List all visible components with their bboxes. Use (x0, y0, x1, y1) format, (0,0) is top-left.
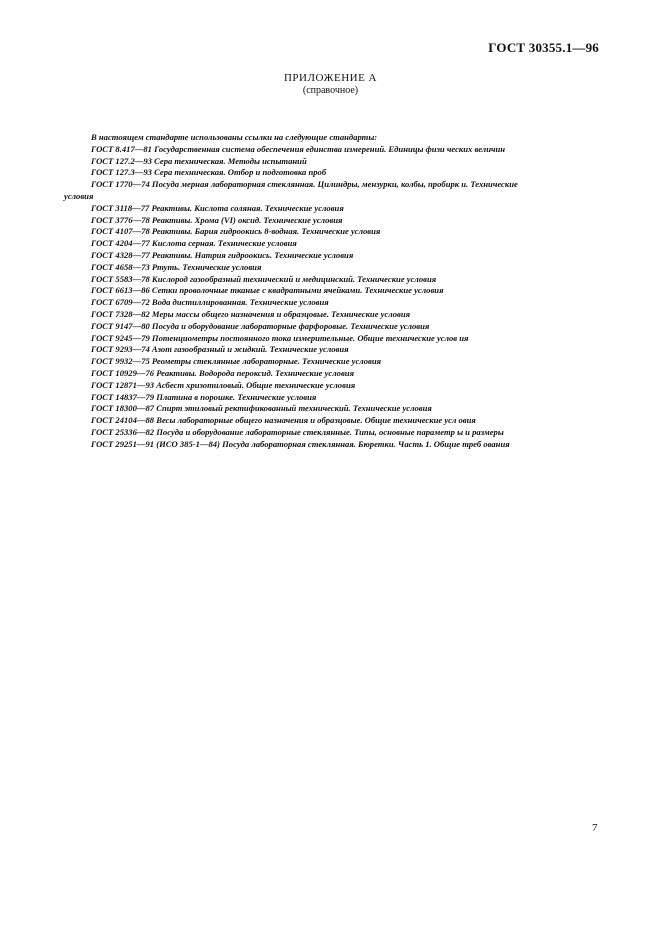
reference-item: ГОСТ 7328—82 Меры массы общего назначения и образцовые. Технические условия (91, 308, 411, 319)
reference-item: ГОСТ 6709—72 Вода дистиллированная. Технические условия (91, 297, 329, 308)
reference-item: ГОСТ 9932—75 Реометры стеклянные лабораторные. Технические условия (91, 356, 382, 367)
reference-item: ГОСТ 9293—74 Азот газообразный и жидкий. Технические условия (91, 344, 349, 355)
reference-item: ГОСТ 3776—78 Реактивы. Хрома (VI) оксид. Технические условия (91, 214, 343, 225)
reference-item: ГОСТ 127.3—93 Сера техническая. Отбор и подготовка проб (91, 167, 327, 178)
reference-item: ГОСТ 18300—87 Спирт этиловый ректификованный технический. Технические условия (91, 403, 432, 414)
reference-item: ГОСТ 12871—93 Асбест хризотиловый. Общие технические условия (91, 379, 356, 390)
reference-item: ГОСТ 4204—77 Кислота серная. Технические условия (91, 238, 297, 249)
reference-item: ГОСТ 25336—82 Посуда и оборудование лабораторные стеклянные. Типы, основные параметр ы и размеры (91, 426, 504, 437)
reference-item: ГОСТ 29251—91 (ИСО 385-1—84) Посуда лабораторная стеклянная. Бюретки. Часть 1. Общие треб ования (91, 438, 510, 449)
references-intro: В настоящем стандарте использованы ссылки на следующие стандарты: (91, 132, 378, 142)
document-code: ГОСТ 30355.1—96 (488, 40, 599, 55)
reference-item: ГОСТ 10929—76 Реактивы. Водорода пероксид. Технические условия (91, 367, 355, 378)
reference-item: ГОСТ 4328—77 Реактивы. Натрия гидроокись. Технические условия (91, 249, 354, 260)
reference-item: ГОСТ 9147—80 Посуда и оборудование лабораторные фарфоровые. Технические условия (91, 320, 430, 331)
reference-item: ГОСТ 9245—79 Потенциометры постоянного тока измерительные. Общие технические услов ия (91, 332, 469, 343)
reference-item: ГОСТ 4107—78 Реактивы. Бария гидроокись 8-водная. Технические условия (91, 226, 381, 237)
reference-item: ГОСТ 24104—88 Весы лабораторные общего назначения и образцовые. Общие технические усл овия (91, 415, 476, 426)
references-list (64, 132, 604, 451)
reference-item: ГОСТ 8.417—81 Государственная система обеспечения единства измерений. Единицы физи ческих величин (91, 143, 506, 154)
reference-item: ГОСТ 1770—74 Посуда мерная лабораторная стеклянная. Цилиндры, мензурки, колбы, пробирк и. Технические (91, 179, 518, 190)
reference-item: ГОСТ 3118—77 Реактивы. Кислота соляная. Технические условия (91, 202, 344, 213)
reference-item: ГОСТ 4658—73 Ртуть. Технические условия (91, 261, 262, 272)
reference-item: ГОСТ 6613—86 Сетки проволочные тканые с квадратными ячейками. Технические условия (91, 285, 444, 296)
reference-item-continuation: условия (64, 190, 94, 201)
page-number: 7 (592, 822, 598, 834)
appendix-subtitle: (справочное) (302, 85, 359, 96)
reference-item: ГОСТ 14837—79 Платина в порошке. Технические условия (91, 391, 317, 402)
appendix-title: ПРИЛОЖЕНИЕ А (283, 72, 377, 84)
reference-item: ГОСТ 5583—78 Кислород газообразный технический и медицинский. Технические условия (91, 273, 437, 284)
appendix-heading (0, 72, 661, 97)
reference-item: ГОСТ 127.2—93 Сера техническая. Методы испытаний (91, 155, 307, 166)
